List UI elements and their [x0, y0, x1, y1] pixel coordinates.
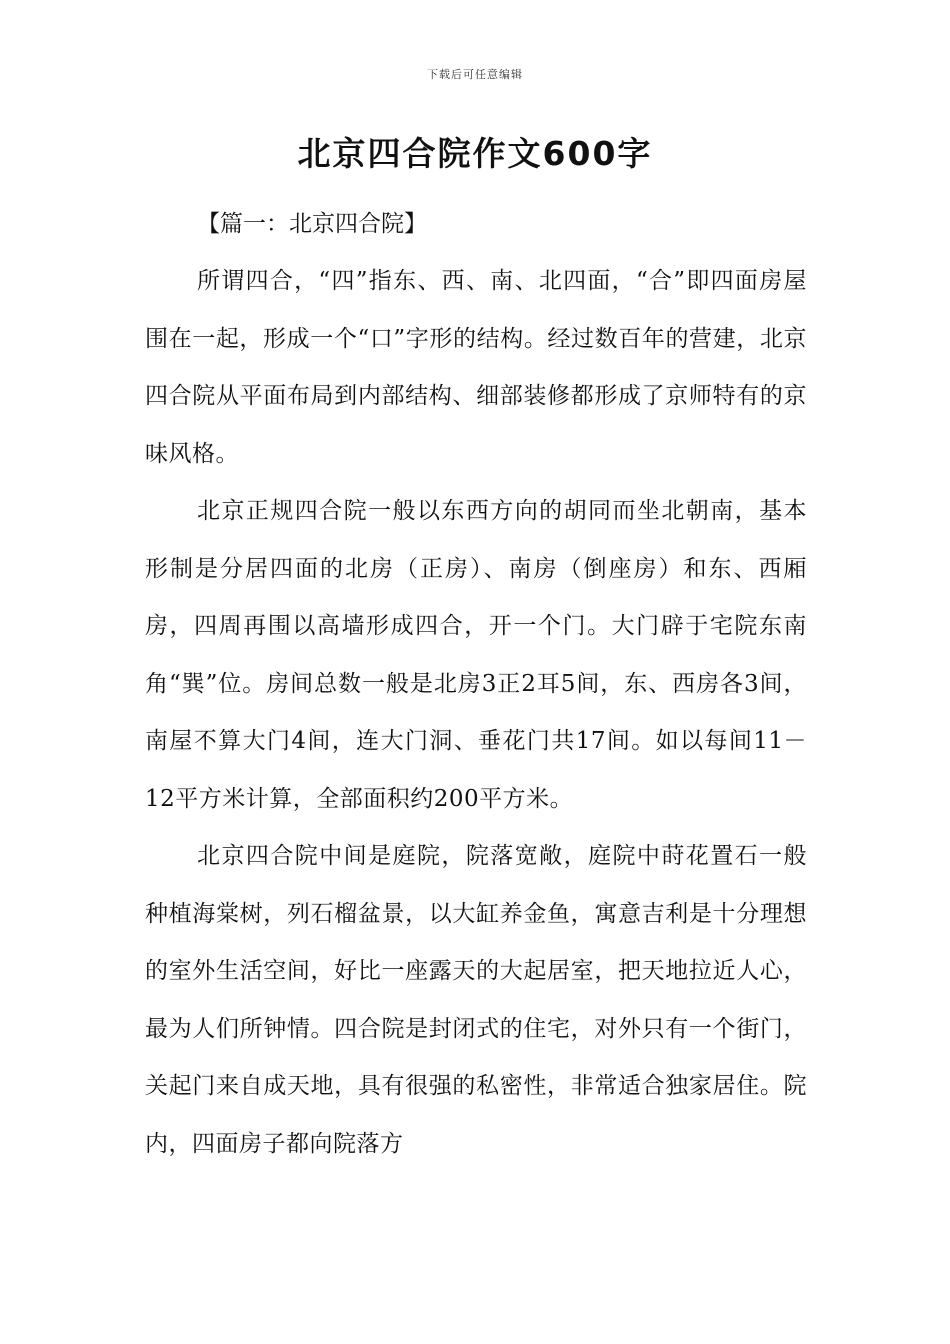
- paragraph-2: 北京正规四合院一般以东西方向的胡同而坐北朝南，基本形制是分居四面的北房（正房）、南房（倒座房）和东、西厢房，四周再围以高墙形成四合，开一个门。大门辟于宅院东南角“巽”位。房间总数一般是北房3正2耳5间，东、西房各3间，南屋不算大门4间，连大门洞、垂花门共17间。如以每间11－12平方米计算，全部面积约200平方米。: [145, 498, 807, 812]
- section-heading: 【篇一：北京四合院】: [197, 211, 427, 237]
- paragraph-3: 北京四合院中间是庭院，院落宽敞，庭院中莳花置石一般种植海棠树，列石榴盆景，以大缸养金鱼，寓意吉利是十分理想的室外生活空间，好比一座露天的大起居室，把天地拉近人心，最为人们所钟情。四合院是封闭式的住宅，对外只有一个街门，关起门来自成天地，具有很强的私密性，非常适合独家居住。院内，四面房子都向院落方: [145, 843, 807, 1157]
- document-title: 北京四合院作文600字: [297, 134, 653, 173]
- paragraph-1: 所谓四合，“四”指东、西、南、北四面，“合”即四面房屋围在一起，形成一个“口”字形的结构。经过数百年的营建，北京四合院从平面布局到内部结构、细部装修都形成了京师特有的京味风格。: [145, 268, 807, 467]
- document-body: [145, 196, 807, 1173]
- header-note: 下载后可任意编辑: [427, 68, 523, 81]
